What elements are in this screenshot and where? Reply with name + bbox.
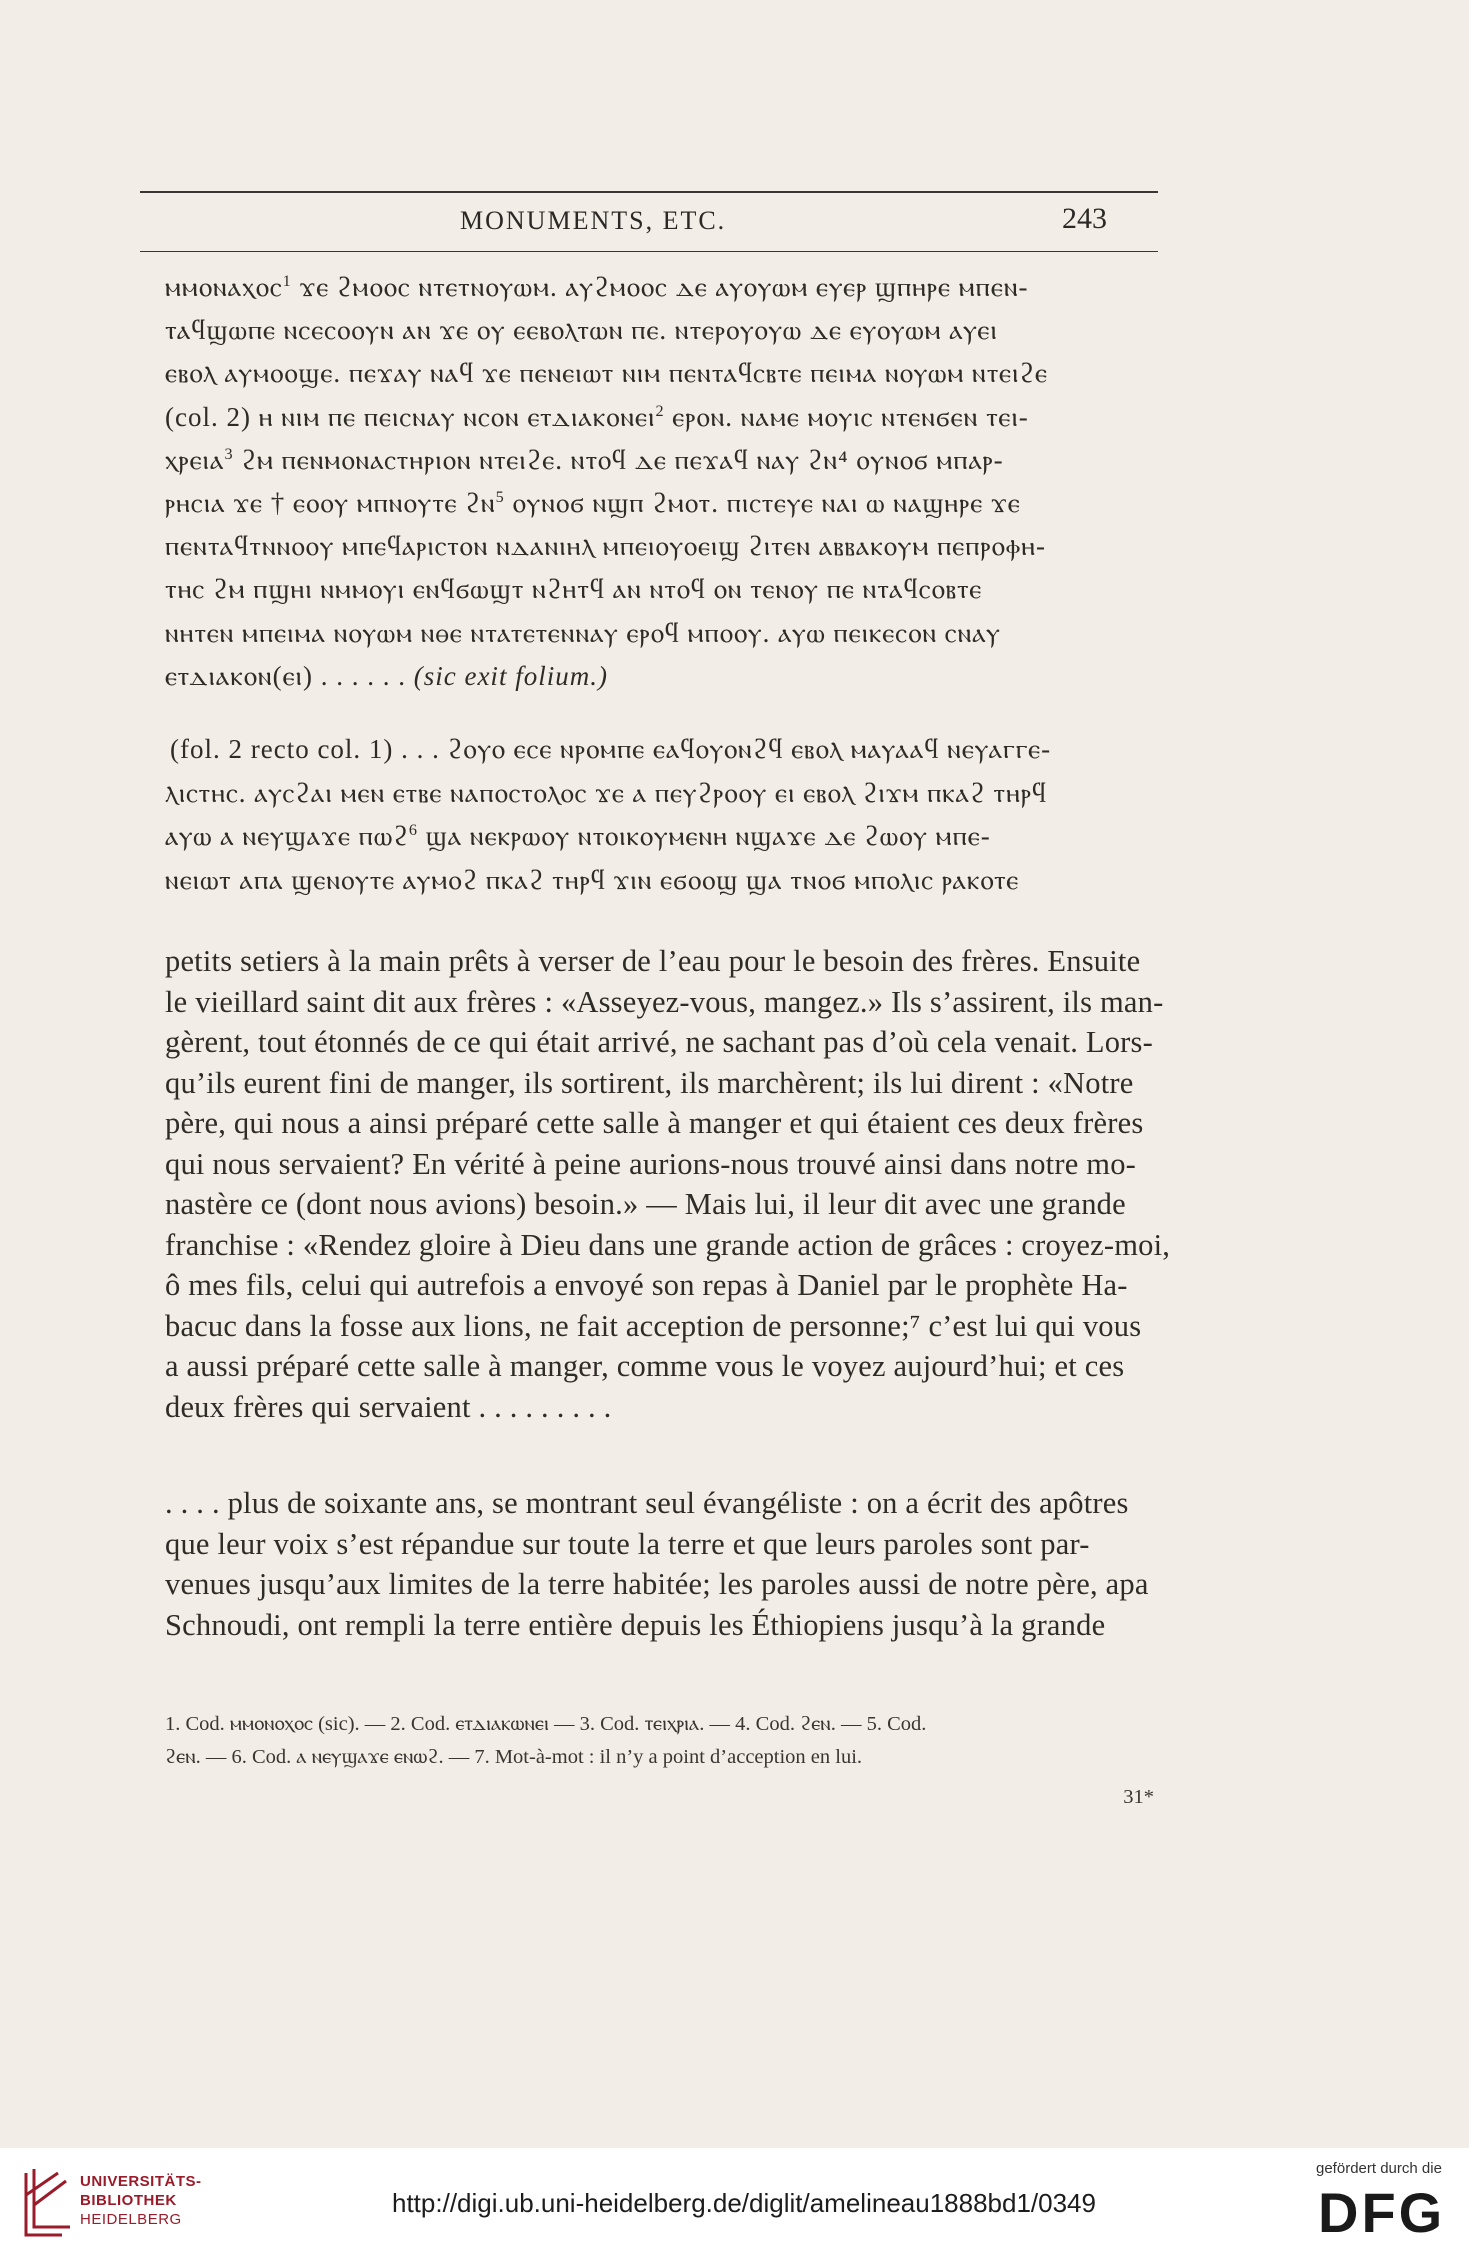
- coptic-line: [165, 574, 1145, 618]
- coptic-text: ⲛⲉⲓⲱⲧ ⲁⲡⲁ ϣⲉⲛⲟⲩⲧⲉ ⲁⲩⲙⲟϩ ⲡⲕⲁϩ ⲧⲏⲣϥ ϫⲓⲛ ⲉϭⲟⲟϣ ϣⲁ ⲧⲛⲟϭ ⲙⲡⲟⲗⲓⲥ ⲣⲁⲕⲟⲧⲉ: [165, 864, 1020, 895]
- library-name-line-3: HEIDELBERG: [80, 2211, 182, 2228]
- translation-line: petits setiers à la main prêts à verser de l’eau pour le besoin des frères. Ensuite: [165, 944, 1141, 978]
- translation-line: nastère ce (dont nous avions) besoin.» — Mais lui, il leur dit avec une grande: [165, 1187, 1126, 1221]
- coptic-text: ⲡⲉⲛⲧⲁϥⲧⲛⲛⲟⲟⲩ ⲙⲡⲉϥⲁⲣⲓⲥⲧⲟⲛ ⲛⲇⲁⲛⲓⲏⲗ ⲙⲡⲉⲓⲟⲩⲟⲉⲓϣ ϩⲓⲧⲉⲛ ⲁⲃⲃⲁⲕⲟⲩⲙ ⲡⲉⲡⲣⲟⲫⲏ-: [165, 531, 1046, 562]
- coptic-text: ϣⲁ ⲛⲉⲕⲣⲱⲟⲩ ⲛⲧⲟⲓⲕⲟⲩⲙⲉⲛⲏ ⲛϣⲁϫⲉ ⲇⲉ ϩⲱⲟⲩ ⲙⲡⲉ-: [417, 821, 991, 852]
- coptic-line: [165, 358, 1145, 402]
- coptic-text: ⲟⲩⲛⲟϭ ⲛϣⲡ ϩⲙⲟⲧ. ⲡⲓⲥⲧⲉⲩⲉ ⲛⲁⲓ ⲱ ⲛⲁϣⲏⲣⲉ ϫⲉ: [504, 488, 1021, 518]
- header-top-rule: [140, 191, 1158, 193]
- coptic-line: [165, 661, 1145, 705]
- coptic-text: ⲗⲓⲥⲧⲏⲥ. ⲁⲩⲥϩⲁⲓ ⲙⲉⲛ ⲉⲧⲃⲉ ⲛⲁⲡⲟⲥⲧⲟⲗⲟⲥ ϫⲉ ⲁ ⲡⲉⲩϩⲣⲟⲟⲩ ⲉⲓ ⲉⲃⲟⲗ ϩⲓϫⲙ ⲡⲕⲁϩ ⲧⲏⲣϥ: [165, 777, 1048, 808]
- coptic-line: [165, 618, 1145, 662]
- coptic-line: [165, 402, 1145, 446]
- translation-line: le vieillard saint dit aux frères : «Asseyez-vous, mangez.» Ils s’assirent, ils man-: [165, 984, 1164, 1019]
- translation-line: venues jusqu’aux limites de la terre habitée; les paroles aussi de notre père, apa: [165, 1567, 1149, 1601]
- source-url-link[interactable]: http://digi.ub.uni-heidelberg.de/diglit/amelineau1888bd1/0349: [392, 2188, 1096, 2218]
- coptic-text: ⲉⲧⲇⲓⲁⲕⲟⲛ(ⲉⲓ) . . . . . .: [165, 660, 414, 691]
- translation-line: deux frères qui servaient . . . . . . . . .: [165, 1389, 612, 1424]
- translation-line: . . . . plus de soixante ans, se montrant seul évangéliste : on a écrit des apôtres: [165, 1486, 1129, 1520]
- footnote-ref: 2: [655, 401, 665, 420]
- coptic-line: [165, 778, 1145, 822]
- coptic-text: ⲣⲏⲥⲓⲁ ϫⲉ † ⲉⲟⲟⲩ ⲙⲡⲛⲟⲩⲧⲉ ϩⲛ: [165, 488, 496, 518]
- editorial-note: (sic exit folium.): [413, 660, 608, 691]
- footnote-ref: 5: [495, 488, 505, 506]
- translation-line: qui nous servaient? En vérité à peine aurions-nous trouvé ainsi dans notre mo-: [165, 1146, 1137, 1181]
- library-name-line-2: BIBLIOTHEK: [80, 2192, 177, 2209]
- coptic-text: (col. 2) ⲏ ⲛⲓⲙ ⲡⲉ ⲡⲉⲓⲥⲛⲁⲩ ⲛⲥⲟⲛ ⲉⲧⲇⲓⲁⲕⲟⲛⲉⲓ: [165, 401, 656, 432]
- coptic-text: ϫⲉ ϩⲙⲟⲟⲥ ⲛⲧⲉⲧⲛⲟⲩⲱⲙ. ⲁⲩϩⲙⲟⲟⲥ ⲇⲉ ⲁⲩⲟⲩⲱⲙ ⲉⲩⲉⲣ ϣⲡⲏⲣⲉ ⲙⲡⲉⲛ-: [291, 272, 1029, 302]
- header-bottom-rule: [140, 251, 1158, 252]
- coptic-text: ϩⲙ ⲡⲉⲛⲙⲟⲛⲁⲥⲧⲏⲣⲓⲟⲛ ⲛⲧⲉⲓϩⲉ. ⲛⲧⲟϥ ⲇⲉ ⲡⲉϫⲁϥ ⲛⲁⲩ ϩⲛ⁴ ⲟⲩⲛⲟϭ ⲙⲡⲁⲣ-: [233, 444, 1004, 475]
- translation-line: a aussi préparé cette salle à manger, comme vous le voyez aujourd’hui; et ces: [165, 1349, 1125, 1383]
- footnote-line: 1. Cod. ⲙⲙⲟⲛⲟⲭⲟⲥ (sic). — 2. Cod. ⲉⲧⲇⲓⲁⲕⲱⲛⲉⲓ — 3. Cod. ⲧⲉⲓⲭⲣⲓⲁ. — 4. Cod. ϩⲉⲛ. — 5. Cod.: [165, 1713, 927, 1735]
- signature-mark: 31*: [1123, 1786, 1154, 1808]
- footnote-line: ϩⲉⲛ. — 6. Cod. ⲁ ⲛⲉⲩϣⲁϫⲉ ⲉⲛⲱϩ. — 7. Mot-à-mot : il n’y a point d’acception en lui.: [165, 1746, 863, 1768]
- coptic-text: ⲛⲏⲧⲉⲛ ⲙⲡⲉⲓⲙⲁ ⲛⲟⲩⲱⲙ ⲛⲑⲉ ⲛⲧⲁⲧⲉⲧⲉⲛⲛⲁⲩ ⲉⲣⲟϥ ⲙⲡⲟⲟⲩ. ⲁⲩⲱ ⲡⲉⲓⲕⲉⲥⲟⲛ ⲥⲛⲁⲩ: [165, 617, 1001, 648]
- university-library-logo[interactable]: [18, 2165, 74, 2241]
- running-title: MONUMENTS, ETC.: [460, 206, 727, 235]
- library-name-line-1: UNIVERSITÄTS-: [80, 2173, 202, 2190]
- coptic-line: [170, 734, 1150, 778]
- translation-line: que leur voix s’est répandue sur toute la terre et que leurs paroles sont par-: [165, 1526, 1090, 1561]
- translation-line: ô mes fils, celui qui autrefois a envoyé son repas à Daniel par le prophète Ha-: [165, 1268, 1128, 1302]
- coptic-text: ⲁⲩⲱ ⲁ ⲛⲉⲩϣⲁϫⲉ ⲡⲱϩ: [165, 821, 409, 852]
- translation-line: gèrent, tout étonnés de ce qui était arrivé, ne sachant pas d’où cela venait. Lors-: [165, 1025, 1153, 1059]
- coptic-text: ⲉⲣⲟⲛ. ⲛⲁⲙⲉ ⲙⲟⲩⲓⲥ ⲛⲧⲉⲛϭⲉⲛ ⲧⲉⲓ-: [664, 401, 1029, 432]
- translation-line: qu’ils eurent fini de manger, ils sortirent, ils marchèrent; ils lui dirent : «Notre: [165, 1065, 1134, 1100]
- coptic-text: ⲭⲣⲉⲓⲁ: [165, 444, 225, 475]
- coptic-text: (fol. 2 recto col. 1) . . . ϩⲟⲩⲟ ⲉⲥⲉ ⲛⲣⲟⲙⲡⲉ ⲉⲁϥⲟⲩⲟⲛϩϥ ⲉⲃⲟⲗ ⲙⲁⲩⲁⲁϥ ⲛⲉⲩⲁⲅⲅⲉ-: [170, 734, 1052, 764]
- translation-line: père, qui nous a ainsi préparé cette salle à manger et qui étaient ces deux frères: [165, 1106, 1144, 1140]
- coptic-line: [165, 488, 1145, 532]
- coptic-line: [165, 272, 1145, 316]
- coptic-text: ⲧⲏⲥ ϩⲙ ⲡϣⲏⲓ ⲛⲙⲙⲟⲩⲓ ⲉⲛϥϭⲱϣⲧ ⲛϩⲏⲧϥ ⲁⲛ ⲛⲧⲟϥ ⲟⲛ ⲧⲉⲛⲟⲩ ⲡⲉ ⲛⲧⲁϥⲥⲟⲃⲧⲉ: [165, 574, 983, 605]
- coptic-line: [165, 865, 1145, 909]
- coptic-line: [165, 315, 1145, 359]
- translation-line: Schnoudi, ont rempli la terre entière depuis les Éthiopiens jusqu’à la grande: [165, 1607, 1106, 1642]
- translation-line: bacuc dans la fosse aux lions, ne fait acception de personne;⁷ c’est lui qui vous: [165, 1308, 1142, 1343]
- dfg-logo[interactable]: DFG: [1318, 2181, 1446, 2244]
- funded-by-label: gefördert durch die: [1316, 2160, 1442, 2177]
- coptic-line: [165, 821, 1145, 865]
- footnote-ref: 6: [408, 821, 418, 840]
- coptic-line: [165, 445, 1145, 489]
- coptic-line: [165, 531, 1145, 575]
- coptic-text: ⲙⲙⲟⲛⲁⲭⲟⲥ: [165, 272, 283, 302]
- footnote-ref: 3: [224, 444, 234, 463]
- coptic-text: ⲉⲃⲟⲗ ⲁⲩⲙⲟⲟϣⲉ. ⲡⲉϫⲁⲩ ⲛⲁϥ ϫⲉ ⲡⲉⲛⲉⲓⲱⲧ ⲛⲓⲙ ⲡⲉⲛⲧⲁϥⲥⲃⲧⲉ ⲡⲉⲓⲙⲁ ⲛⲟⲩⲱⲙ ⲛⲧⲉⲓϩⲉ: [165, 358, 1049, 389]
- translation-line: franchise : «Rendez gloire à Dieu dans une grande action de grâces : croyez-moi,: [165, 1227, 1171, 1262]
- coptic-text: ⲧⲁϥϣⲱⲡⲉ ⲛⲥⲉⲥⲟⲟⲩⲛ ⲁⲛ ϫⲉ ⲟⲩ ⲉⲉⲃⲟⲗⲧⲱⲛ ⲡⲉ. ⲛⲧⲉⲣⲟⲩⲟⲩⲱ ⲇⲉ ⲉⲩⲟⲩⲱⲙ ⲁⲩⲉⲓ: [165, 315, 998, 346]
- footnote-ref: 1: [282, 272, 292, 290]
- page-number: 243: [1062, 202, 1107, 235]
